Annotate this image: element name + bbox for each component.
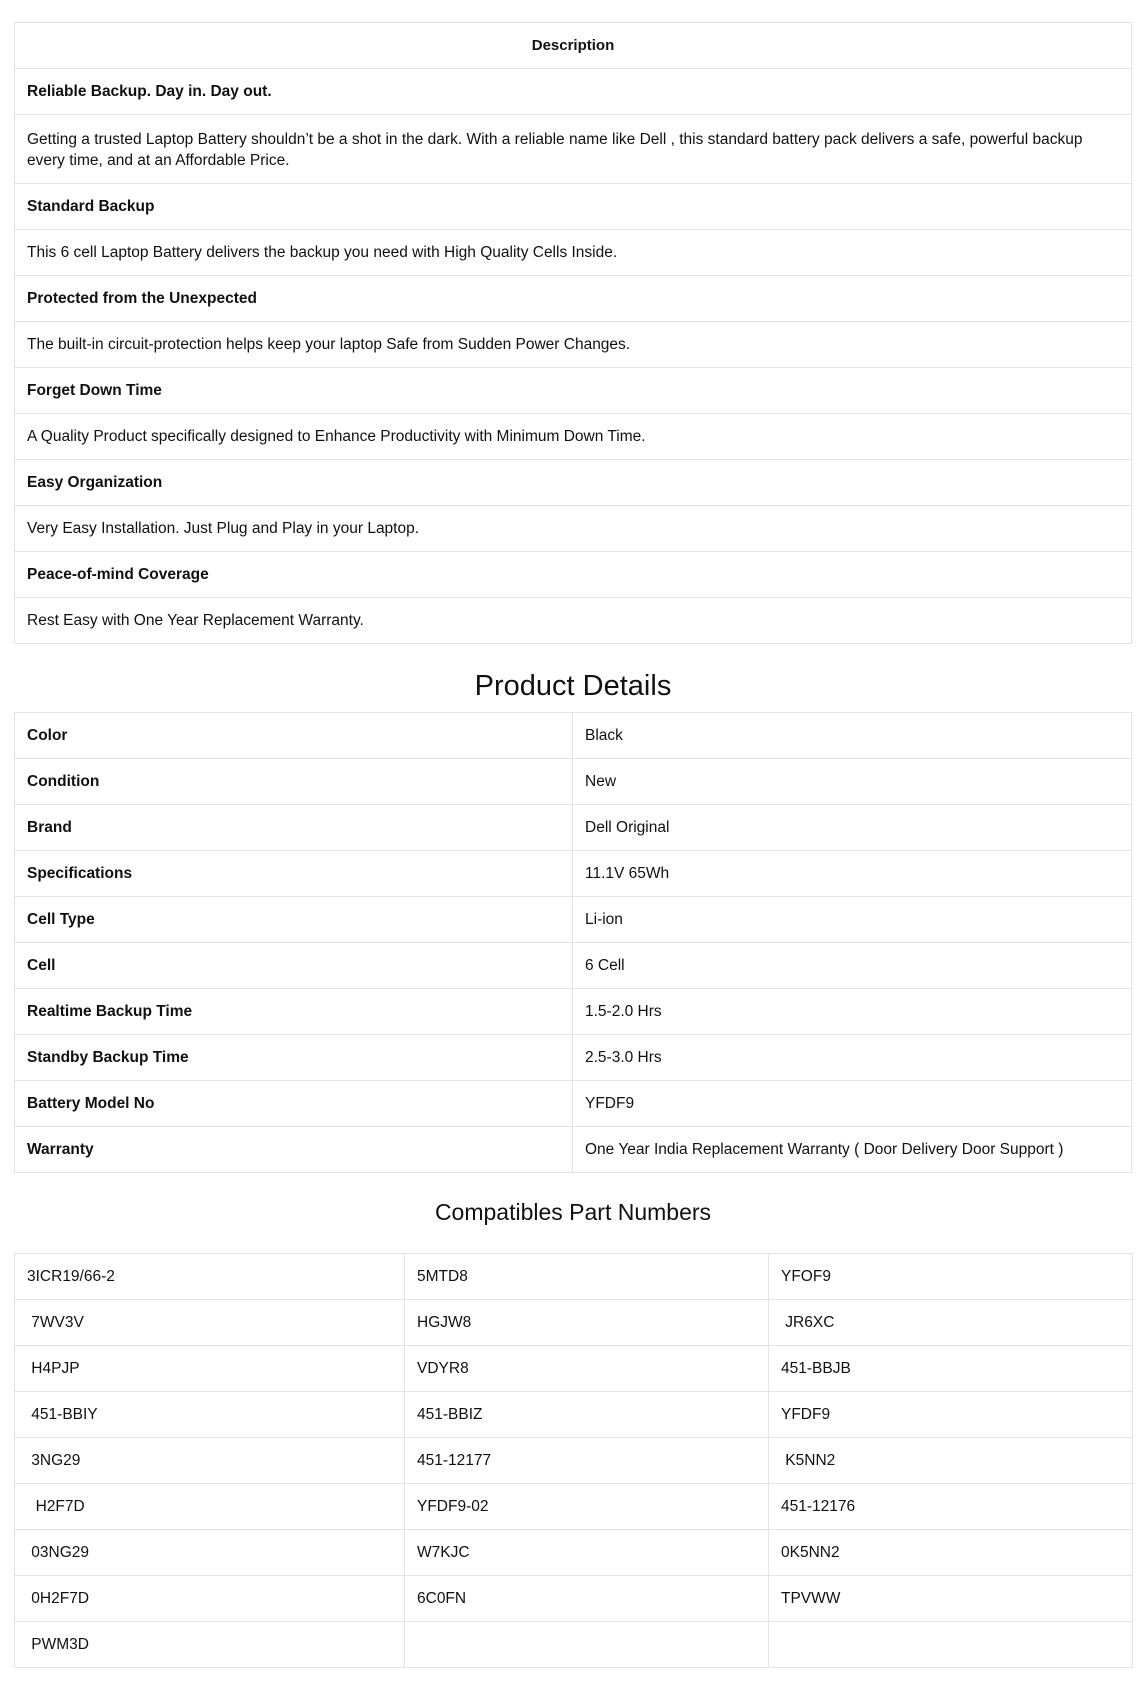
compatible-parts-table <box>14 1253 1133 1668</box>
description-row <box>15 115 1132 184</box>
detail-row <box>15 805 1132 851</box>
description-row <box>15 368 1132 414</box>
description-header-row <box>15 23 1132 69</box>
description-text: Very Easy Installation. Just Plug and Play in your Laptop. <box>15 506 1132 552</box>
description-row <box>15 69 1132 115</box>
description-heading: Reliable Backup. Day in. Day out. <box>15 69 1132 115</box>
part-number: 5MTD8 <box>405 1254 769 1300</box>
description-heading: Peace-of-mind Coverage <box>15 552 1132 598</box>
description-table <box>14 22 1132 644</box>
detail-row <box>15 943 1132 989</box>
detail-label: Cell <box>15 943 573 989</box>
parts-row <box>15 1484 1133 1530</box>
detail-label: Specifications <box>15 851 573 897</box>
part-number-empty <box>405 1622 769 1668</box>
description-row <box>15 598 1132 644</box>
detail-value: 1.5-2.0 Hrs <box>573 989 1132 1035</box>
parts-row <box>15 1254 1133 1300</box>
description-heading: Standard Backup <box>15 184 1132 230</box>
detail-value: 6 Cell <box>573 943 1132 989</box>
description-heading: Easy Organization <box>15 460 1132 506</box>
detail-value: YFDF9 <box>573 1081 1132 1127</box>
part-number: 3NG29 <box>15 1438 405 1484</box>
part-number: VDYR8 <box>405 1346 769 1392</box>
part-number: 7WV3V <box>15 1300 405 1346</box>
detail-value: Dell Original <box>573 805 1132 851</box>
part-number: 451-BBIY <box>15 1392 405 1438</box>
description-text: A Quality Product specifically designed to Enhance Productivity with Minimum Down Time. <box>15 414 1132 460</box>
part-number: JR6XC <box>769 1300 1133 1346</box>
page-content <box>14 22 1132 1668</box>
description-row <box>15 322 1132 368</box>
part-number: 0H2F7D <box>15 1576 405 1622</box>
part-number-empty <box>769 1622 1133 1668</box>
description-heading: Forget Down Time <box>15 368 1132 414</box>
description-text: The built-in circuit-protection helps keep your laptop Safe from Sudden Power Changes. <box>15 322 1132 368</box>
detail-row <box>15 1035 1132 1081</box>
detail-row <box>15 989 1132 1035</box>
detail-label: Condition <box>15 759 573 805</box>
part-number: YFDF9 <box>769 1392 1133 1438</box>
part-number: H2F7D <box>15 1484 405 1530</box>
detail-value: New <box>573 759 1132 805</box>
part-number: YFDF9-02 <box>405 1484 769 1530</box>
parts-row <box>15 1392 1133 1438</box>
parts-row <box>15 1576 1133 1622</box>
part-number: 03NG29 <box>15 1530 405 1576</box>
description-row <box>15 230 1132 276</box>
description-row <box>15 276 1132 322</box>
part-number: PWM3D <box>15 1622 405 1668</box>
detail-label: Color <box>15 713 573 759</box>
part-number: TPVWW <box>769 1576 1133 1622</box>
description-text: This 6 cell Laptop Battery delivers the backup you need with High Quality Cells Inside. <box>15 230 1132 276</box>
product-details-title: Product Details <box>474 670 672 702</box>
detail-row <box>15 897 1132 943</box>
part-number: 6C0FN <box>405 1576 769 1622</box>
description-heading: Protected from the Unexpected <box>15 276 1132 322</box>
part-number: W7KJC <box>405 1530 769 1576</box>
description-row <box>15 460 1132 506</box>
description-header: Description <box>15 23 1132 69</box>
part-number: 451-BBIZ <box>405 1392 769 1438</box>
part-number: HGJW8 <box>405 1300 769 1346</box>
detail-row <box>15 713 1132 759</box>
part-number: 451-BBJB <box>769 1346 1133 1392</box>
parts-row <box>15 1300 1133 1346</box>
detail-row <box>15 759 1132 805</box>
part-number: YFOF9 <box>769 1254 1133 1300</box>
detail-row <box>15 1081 1132 1127</box>
part-number: 0K5NN2 <box>769 1530 1133 1576</box>
parts-row <box>15 1530 1133 1576</box>
parts-row <box>15 1346 1133 1392</box>
description-text: Rest Easy with One Year Replacement Warranty. <box>15 598 1132 644</box>
detail-value: 11.1V 65Wh <box>573 851 1132 897</box>
description-row <box>15 184 1132 230</box>
detail-value: 2.5-3.0 Hrs <box>573 1035 1132 1081</box>
detail-label: Warranty <box>15 1127 573 1173</box>
part-number: 3ICR19/66-2 <box>15 1254 405 1300</box>
part-number: K5NN2 <box>769 1438 1133 1484</box>
detail-label: Battery Model No <box>15 1081 573 1127</box>
detail-label: Brand <box>15 805 573 851</box>
detail-value: One Year India Replacement Warranty ( Door Delivery Door Support ) <box>573 1127 1132 1173</box>
detail-row <box>15 851 1132 897</box>
product-details-table <box>14 712 1132 1173</box>
parts-row <box>15 1438 1133 1484</box>
description-row <box>15 506 1132 552</box>
detail-label: Cell Type <box>15 897 573 943</box>
compatible-parts-title: Compatibles Part Numbers <box>434 1199 712 1225</box>
part-number: 451-12176 <box>769 1484 1133 1530</box>
description-row <box>15 414 1132 460</box>
parts-row <box>15 1622 1133 1668</box>
detail-value: Black <box>573 713 1132 759</box>
detail-value: Li-ion <box>573 897 1132 943</box>
description-text: Getting a trusted Laptop Battery shouldn’t be a shot in the dark. With a reliable name like Dell , this standard battery pack delivers a safe, powerful backup every time, and at an Affordable Price. <box>15 115 1132 184</box>
part-number: H4PJP <box>15 1346 405 1392</box>
detail-label: Standby Backup Time <box>15 1035 573 1081</box>
part-number: 451-12177 <box>405 1438 769 1484</box>
description-row <box>15 552 1132 598</box>
detail-row <box>15 1127 1132 1173</box>
detail-label: Realtime Backup Time <box>15 989 573 1035</box>
